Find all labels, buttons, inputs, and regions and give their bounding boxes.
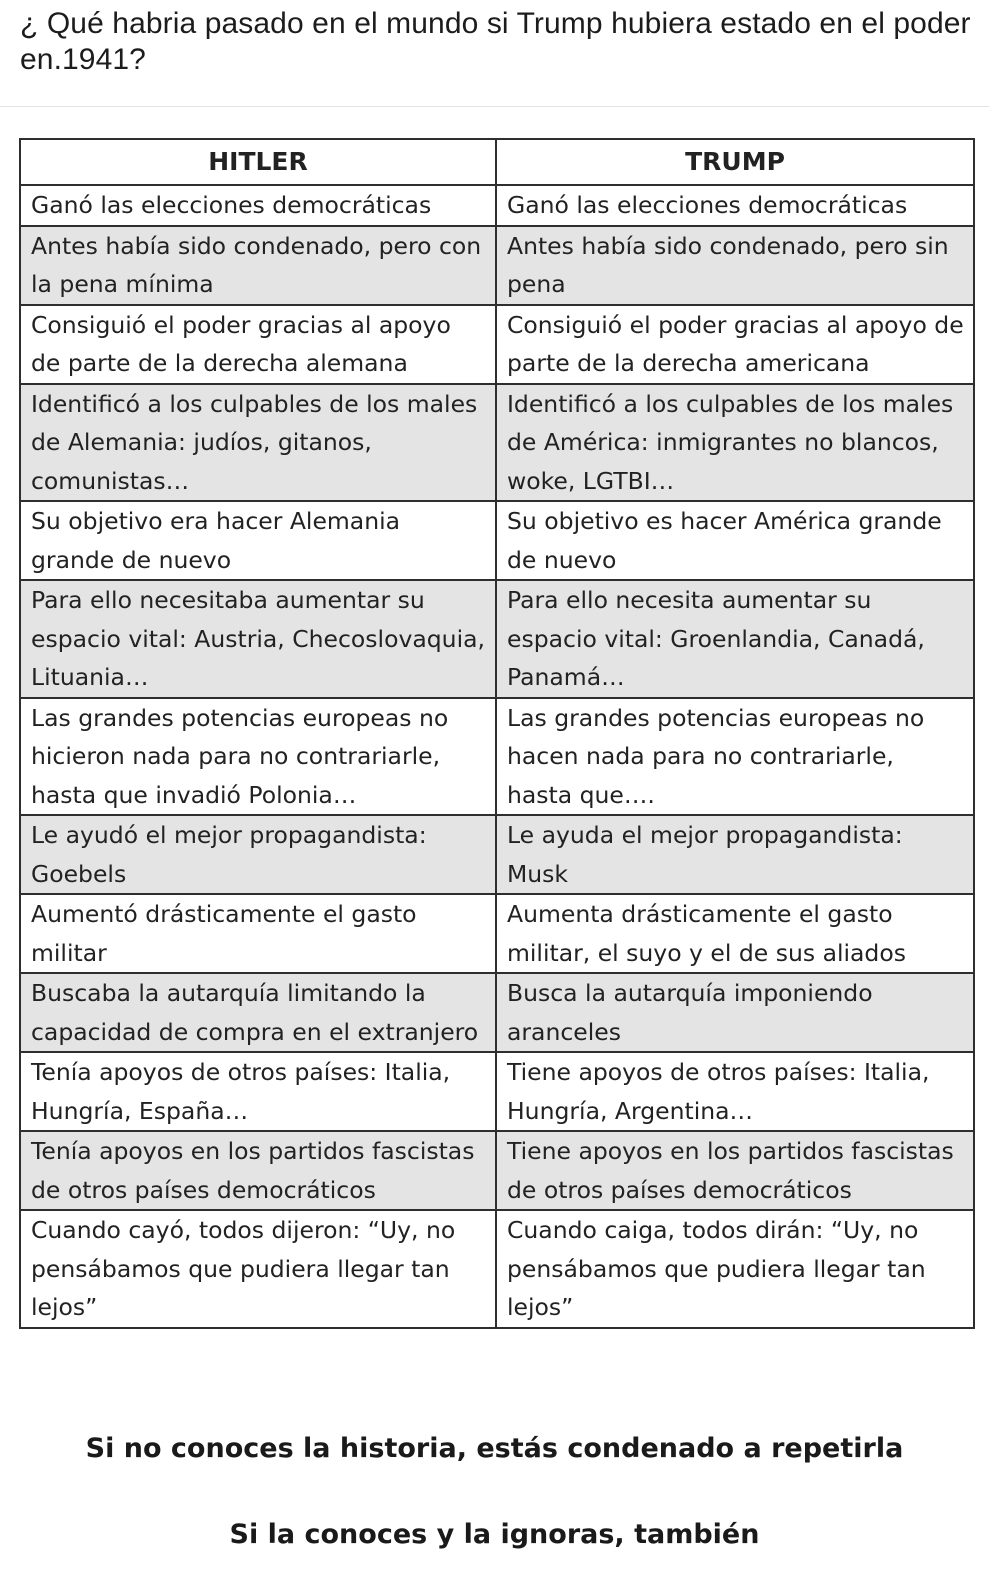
cell-trump: Ganó las elecciones democráticas — [496, 185, 974, 226]
table-row — [20, 384, 974, 502]
table-row — [20, 894, 974, 973]
cell-hitler: Le ayudó el mejor propagandista: Goebels — [20, 815, 496, 894]
cell-trump: Antes había sido condenado, pero sin pena — [496, 226, 974, 305]
cell-hitler: Las grandes potencias europeas no hicieron nada para no contrariarle, hasta que invadió Polonia… — [20, 698, 496, 816]
table-row — [20, 580, 974, 698]
footer-quote: Si no conoces la historia, estás condenado a repetirla — [85, 1433, 904, 1464]
table-row — [20, 1131, 974, 1210]
footer-quote-secondary: Si la conoces y la ignoras, también — [229, 1519, 760, 1550]
cell-hitler: Tenía apoyos en los partidos fascistas de otros países democráticos — [20, 1131, 496, 1210]
header-divider — [0, 106, 989, 107]
cell-trump: Le ayuda el mejor propagandista: Musk — [496, 815, 974, 894]
cell-trump: Las grandes potencias europeas no hacen nada para no contrariarle, hasta que…. — [496, 698, 974, 816]
cell-trump: Su objetivo es hacer América grande de nuevo — [496, 501, 974, 580]
cell-hitler: Identificó a los culpables de los males de Alemania: judíos, gitanos, comunistas… — [20, 384, 496, 502]
table-row — [20, 815, 974, 894]
table-header-row — [20, 139, 974, 185]
cell-trump: Para ello necesita aumentar su espacio vital: Groenlandia, Canadá, Panamá… — [496, 580, 974, 698]
cell-hitler: Consiguió el poder gracias al apoyo de parte de la derecha alemana — [20, 305, 496, 384]
header-hitler: HITLER — [20, 139, 496, 185]
cell-hitler: Su objetivo era hacer Alemania grande de nuevo — [20, 501, 496, 580]
cell-hitler: Aumentó drásticamente el gasto militar — [20, 894, 496, 973]
cell-trump: Tiene apoyos en los partidos fascistas de otros países democráticos — [496, 1131, 974, 1210]
cell-hitler: Ganó las elecciones democráticas — [20, 185, 496, 226]
cell-hitler: Antes había sido condenado, pero con la pena mínima — [20, 226, 496, 305]
cell-trump: Tiene apoyos de otros países: Italia, Hungría, Argentina… — [496, 1052, 974, 1131]
cell-trump: Busca la autarquía imponiendo aranceles — [496, 973, 974, 1052]
cell-trump: Consiguió el poder gracias al apoyo de parte de la derecha americana — [496, 305, 974, 384]
comparison-table — [19, 138, 975, 1329]
table-row — [20, 305, 974, 384]
cell-hitler: Cuando cayó, todos dijeron: “Uy, no pensábamos que pudiera llegar tan lejos” — [20, 1210, 496, 1328]
cell-hitler: Tenía apoyos de otros países: Italia, Hungría, España… — [20, 1052, 496, 1131]
table-row — [20, 698, 974, 816]
header-trump: TRUMP — [496, 139, 974, 185]
post-title: ¿ Qué habria pasado en el mundo si Trump hubiera estado en el poder en.1941? — [20, 7, 971, 76]
table-row — [20, 973, 974, 1052]
cell-hitler: Para ello necesitaba aumentar su espacio vital: Austria, Checoslovaquia, Lituania… — [20, 580, 496, 698]
table-row — [20, 185, 974, 226]
table-row — [20, 1210, 974, 1328]
cell-trump: Aumenta drásticamente el gasto militar, el suyo y el de sus aliados — [496, 894, 974, 973]
table-row — [20, 501, 974, 580]
cell-trump: Identificó a los culpables de los males de América: inmigrantes no blancos, woke, LGTBI… — [496, 384, 974, 502]
cell-hitler: Buscaba la autarquía limitando la capacidad de compra en el extranjero — [20, 973, 496, 1052]
table-row — [20, 226, 974, 305]
cell-trump: Cuando caiga, todos dirán: “Uy, no pensábamos que pudiera llegar tan lejos” — [496, 1210, 974, 1328]
table-row — [20, 1052, 974, 1131]
